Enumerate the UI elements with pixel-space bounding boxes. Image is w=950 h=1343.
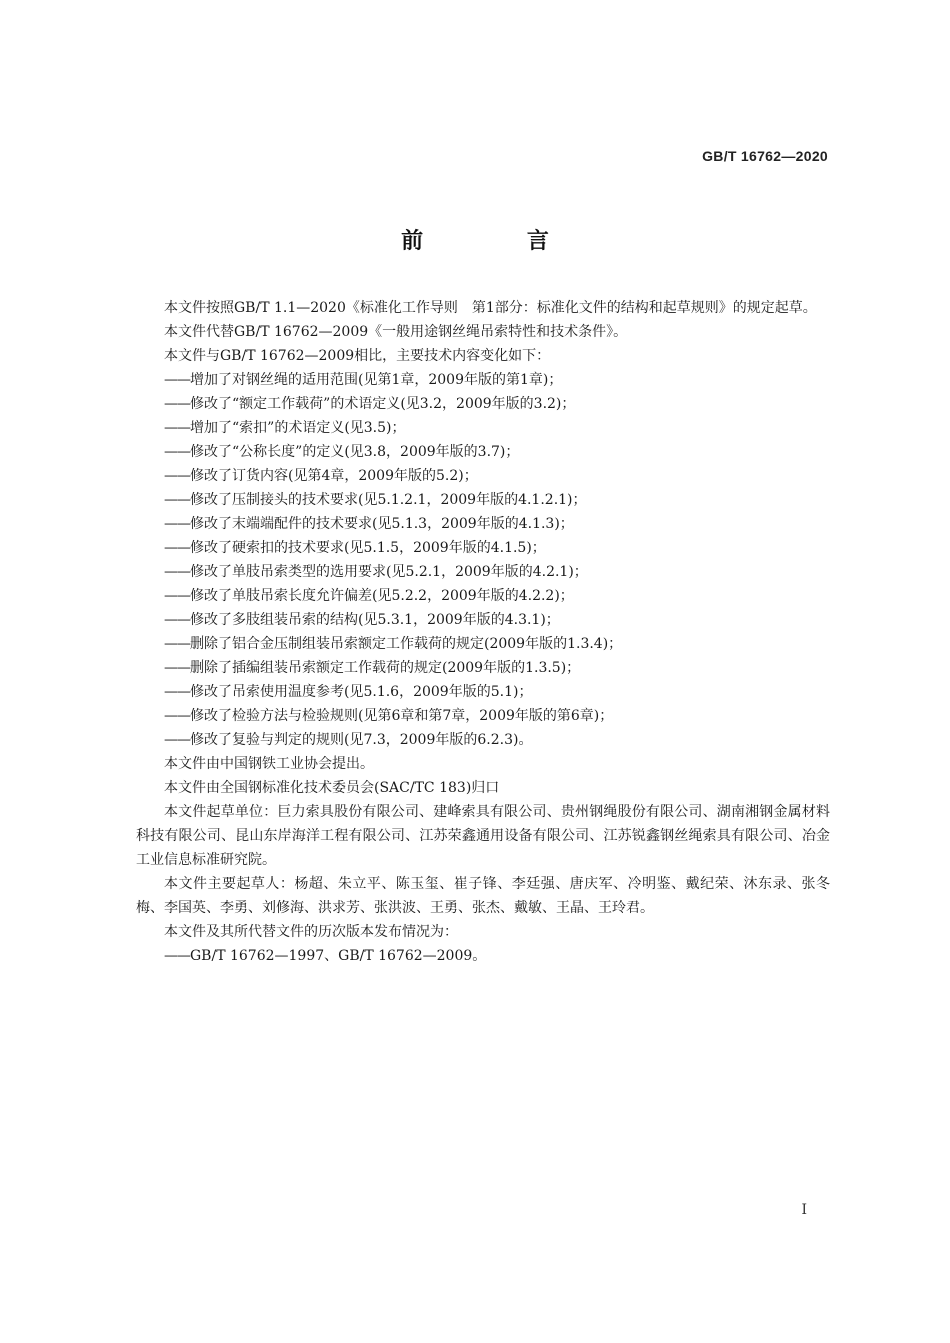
change-text: 修改了硬索扣的技术要求(见5.1.5，2009年版的4.1.5)； bbox=[190, 540, 546, 556]
preface-body bbox=[136, 296, 830, 968]
dash-marker bbox=[164, 444, 190, 460]
change-item bbox=[136, 440, 830, 464]
change-text: 删除了铝合金压制组装吊索额定工作载荷的规定(2009年版的1.3.4)； bbox=[190, 636, 623, 652]
change-item bbox=[136, 680, 830, 704]
history-intro-paragraph: 本文件及其所代替文件的历次版本发布情况为： bbox=[164, 924, 458, 940]
change-item bbox=[136, 464, 830, 488]
closing-paragraph: 本文件由中国钢铁工业协会提出。 bbox=[164, 756, 374, 772]
change-text: 修改了“额定工作载荷”的术语定义(见3.2，2009年版的3.2)； bbox=[190, 396, 576, 412]
change-text: 修改了复验与判定的规则(见7.3，2009年版的6.2.3)。 bbox=[190, 732, 533, 748]
change-text: 修改了订货内容(见第4章，2009年版的5.2)； bbox=[190, 468, 478, 484]
change-text: 删除了插编组装吊索额定工作载荷的规定(2009年版的1.3.5)； bbox=[190, 660, 581, 676]
dash-marker bbox=[164, 372, 190, 388]
dash-marker bbox=[164, 588, 190, 604]
change-text: 修改了单肢吊索长度允许偏差(见5.2.2，2009年版的4.2.2)； bbox=[190, 588, 574, 604]
change-text: 修改了检验方法与检验规则(见第6章和第7章，2009年版的第6章)； bbox=[190, 708, 614, 724]
change-text: 增加了“索扣”的术语定义(见3.5)； bbox=[190, 420, 406, 436]
dash-marker bbox=[164, 492, 190, 508]
dash-marker bbox=[164, 396, 190, 412]
change-item bbox=[136, 368, 830, 392]
dash-marker bbox=[164, 420, 190, 436]
dash-marker bbox=[164, 516, 190, 532]
change-item bbox=[136, 536, 830, 560]
change-item bbox=[136, 416, 830, 440]
closing-paragraph: 本文件由全国钢标准化技术委员会(SAC/TC 183)归口 bbox=[164, 780, 500, 796]
history-text: GB/T 16762—1997、GB/T 16762—2009。 bbox=[190, 948, 487, 964]
change-item bbox=[136, 656, 830, 680]
change-text: 修改了多肢组装吊索的结构(见5.3.1，2009年版的4.3.1)； bbox=[190, 612, 560, 628]
dash-marker bbox=[164, 564, 190, 580]
change-text: 修改了吊索使用温度参考(见5.1.6，2009年版的5.1)； bbox=[190, 684, 533, 700]
changes-list bbox=[136, 368, 830, 752]
history-item bbox=[136, 944, 830, 968]
drafting-units-paragraph: 本文件起草单位：巨力索具股份有限公司、建峰索具有限公司、贵州钢绳股份有限公司、湖南湘钢金属材料科技有限公司、昆山东岸海洋工程有限公司、江苏荣鑫通用设备有限公司、江苏锐鑫钢丝绳索具有限公司、冶金工业信息标准研究院。 bbox=[136, 804, 830, 868]
dash-marker bbox=[164, 612, 190, 628]
dash-marker bbox=[164, 732, 190, 748]
intro-paragraph: 本文件按照GB/T 1.1—2020《标准化工作导则 第1部分：标准化文件的结构和起草规则》的规定起草。 bbox=[164, 300, 817, 316]
dash-marker bbox=[164, 468, 190, 484]
intro-paragraph: 本文件代替GB/T 16762—2009《一般用途钢丝绳吊索特性和技术条件》。 bbox=[164, 324, 628, 340]
change-item bbox=[136, 512, 830, 536]
change-item bbox=[136, 728, 830, 752]
standard-code: GB/T 16762—2020 bbox=[702, 148, 828, 164]
change-item bbox=[136, 608, 830, 632]
page-title: 前 言 bbox=[401, 229, 597, 254]
change-item bbox=[136, 632, 830, 656]
dash-marker bbox=[164, 540, 190, 556]
change-item bbox=[136, 560, 830, 584]
change-text: 修改了末端端配件的技术要求(见5.1.3，2009年版的4.1.3)； bbox=[190, 516, 574, 532]
change-item bbox=[136, 704, 830, 728]
change-item bbox=[136, 392, 830, 416]
change-text: 增加了对钢丝绳的适用范围(见第1章，2009年版的第1章)； bbox=[190, 372, 563, 388]
change-item bbox=[136, 488, 830, 512]
drafters-paragraph: 本文件主要起草人：杨超、朱立平、陈玉玺、崔子锋、李廷强、唐庆军、冷明鉴、戴纪荣、沐东录、张冬梅、李国英、李勇、刘修海、洪求芳、张洪波、王勇、张杰、戴敏、王晶、王玲君。 bbox=[136, 876, 830, 916]
page-number: I bbox=[801, 1202, 807, 1218]
change-text: 修改了压制接头的技术要求(见5.1.2.1，2009年版的4.1.2.1)； bbox=[190, 492, 587, 508]
dash-marker bbox=[164, 948, 190, 964]
dash-marker bbox=[164, 708, 190, 724]
intro-paragraph: 本文件与GB/T 16762—2009相比，主要技术内容变化如下： bbox=[164, 348, 551, 364]
change-item bbox=[136, 584, 830, 608]
dash-marker bbox=[164, 636, 190, 652]
dash-marker bbox=[164, 660, 190, 676]
dash-marker bbox=[164, 684, 190, 700]
change-text: 修改了“公称长度”的定义(见3.8，2009年版的3.7)； bbox=[190, 444, 520, 460]
change-text: 修改了单肢吊索类型的选用要求(见5.2.1，2009年版的4.2.1)； bbox=[190, 564, 588, 580]
